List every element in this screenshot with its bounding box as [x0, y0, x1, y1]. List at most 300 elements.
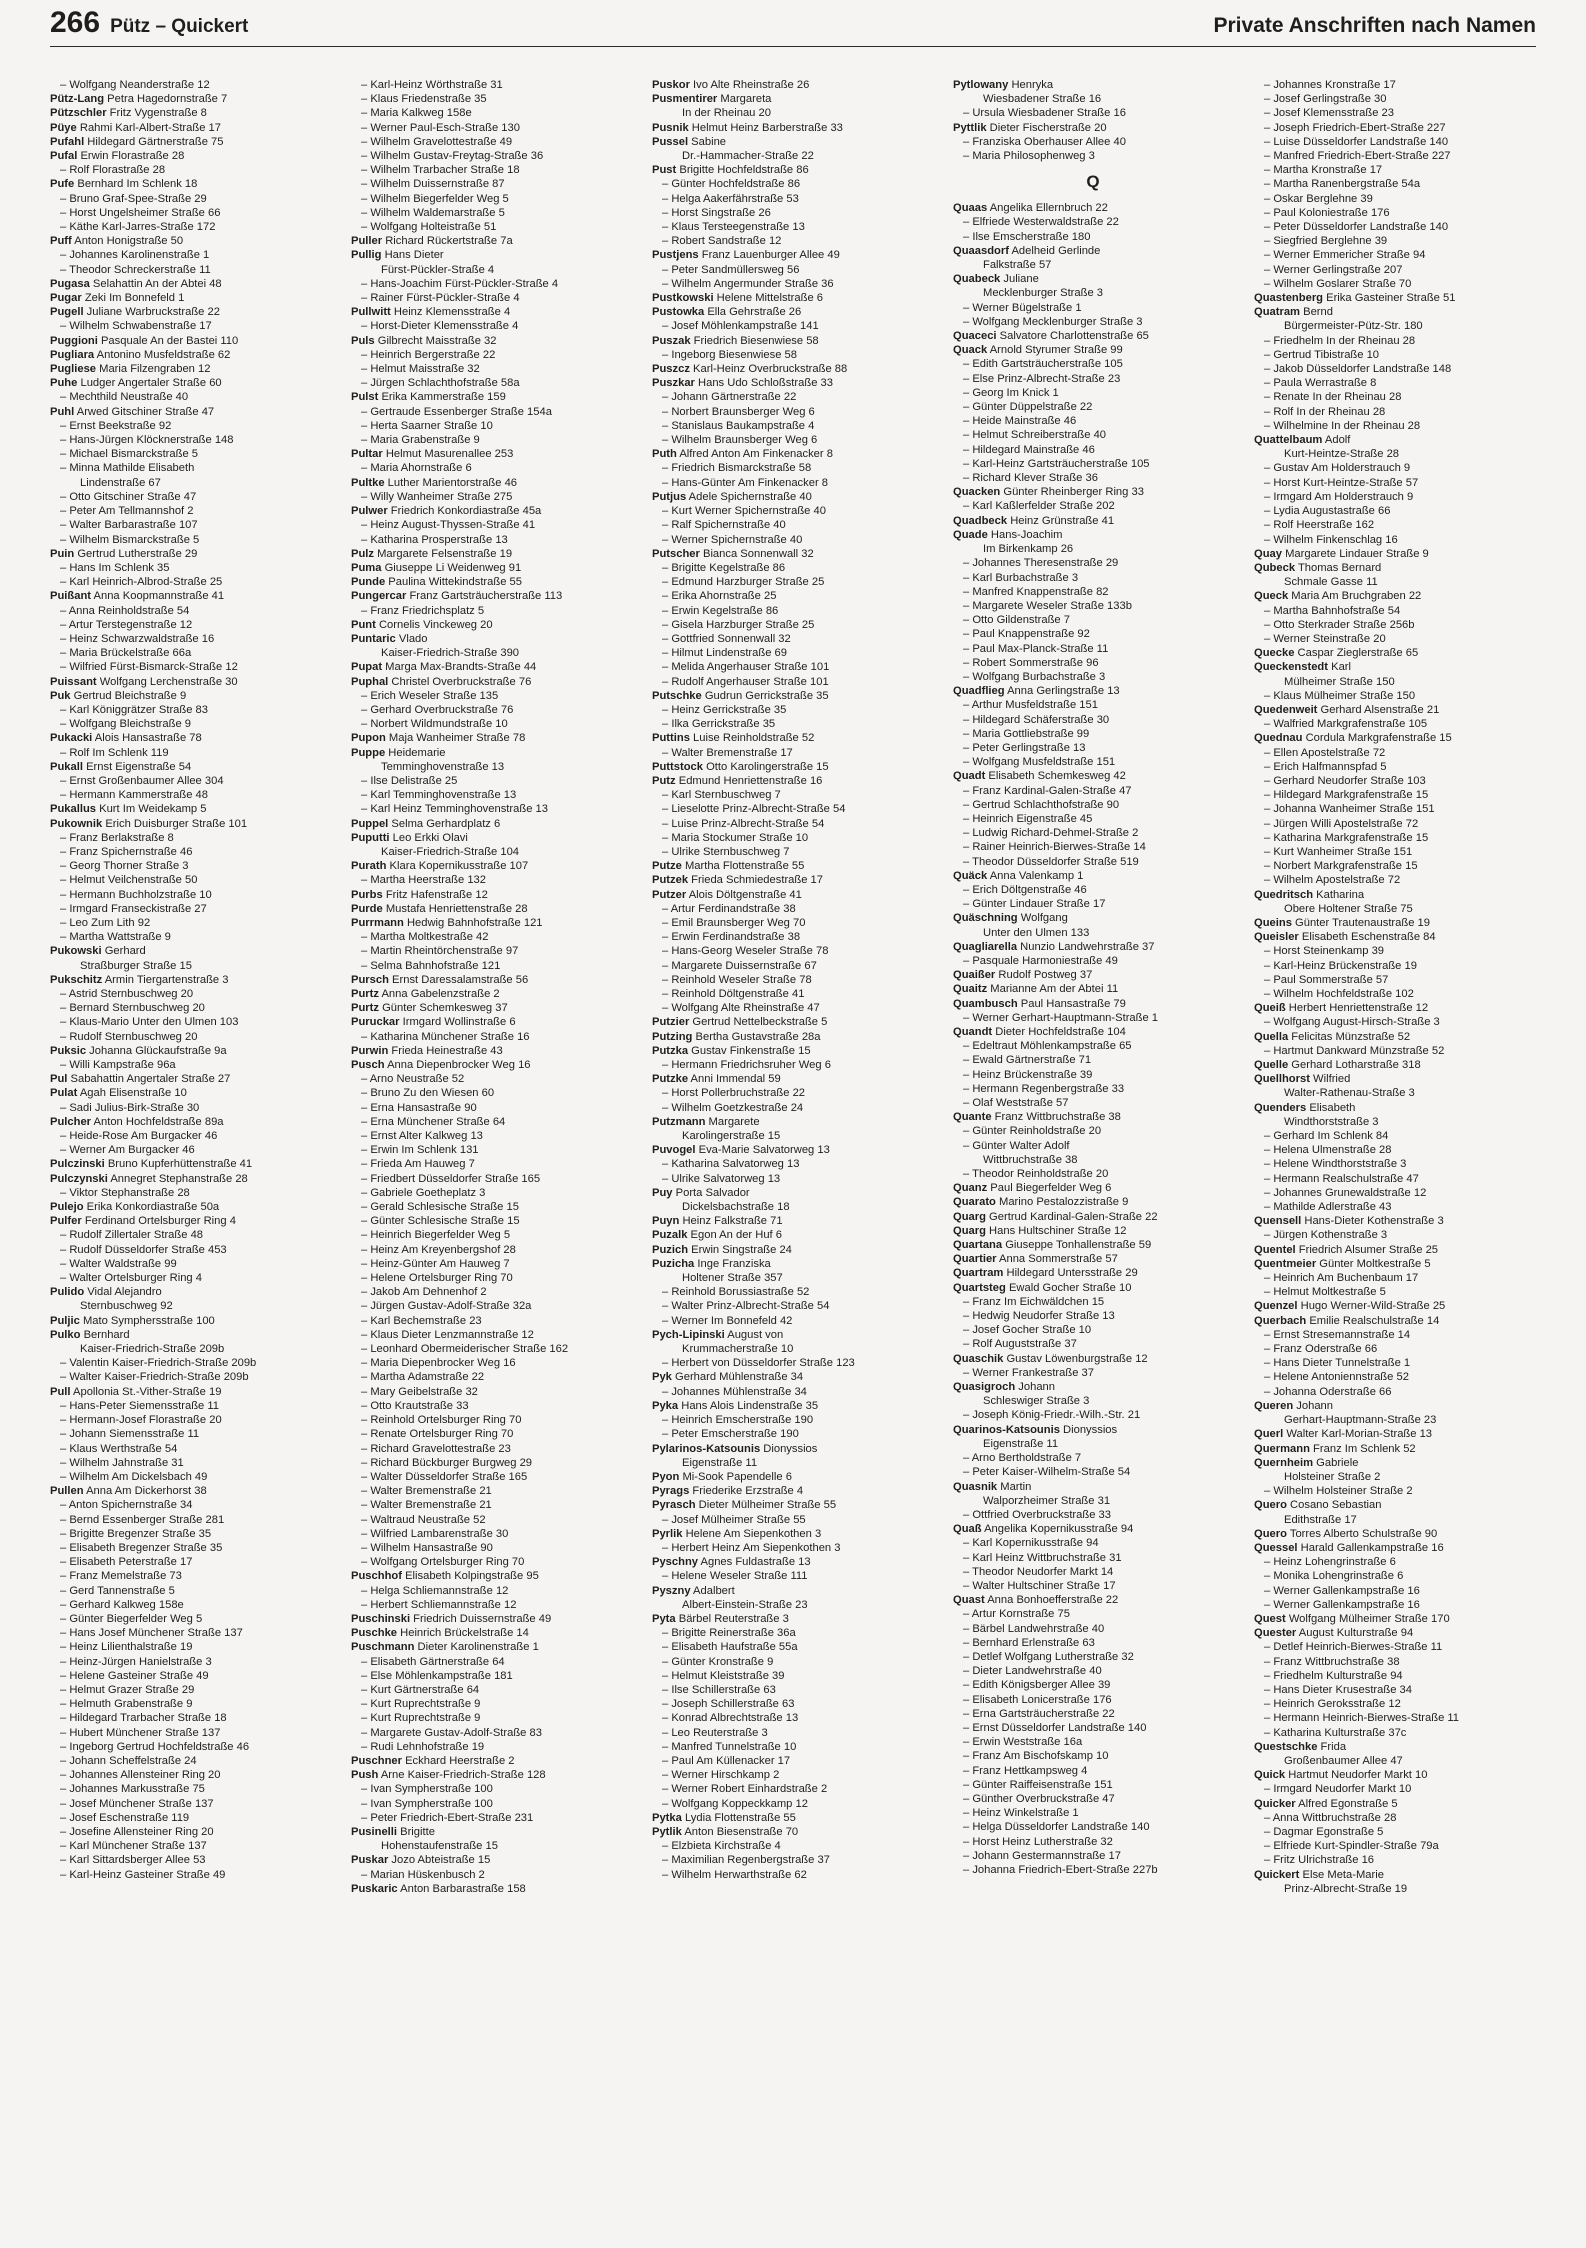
surname: Quacken [953, 486, 1001, 499]
entry-related: – Ewald Gärtnerstraße 71 [963, 1054, 1092, 1067]
entry: Pufahl Hildegard Gärtnerstraße 75 [50, 135, 224, 148]
entry: Pultar Helmut Masurenallee 253 [351, 448, 514, 461]
entry: Putjus Adele Spichernstraße 40 [652, 490, 812, 503]
entry-related: – Ulrike Sternbuschweg 7 [662, 845, 790, 858]
entry-related: – Hans Im Schlenk 35 [60, 561, 170, 574]
entry-related: – Bruno Zu den Wiesen 60 [361, 1087, 495, 1100]
surname: Pusinelli [351, 1825, 398, 1838]
entry: Questschke Frida [1254, 1740, 1347, 1753]
entry-related: – Heinz Winkelstraße 1 [963, 1807, 1079, 1820]
surname: Puth [652, 448, 677, 461]
entry: Puvogel Eva-Marie Salvatorweg 13 [652, 1144, 830, 1157]
surname: Puksic [50, 1044, 87, 1057]
surname: Quedritsch [1254, 888, 1314, 901]
surname: Pukallus [50, 803, 97, 816]
entry-related: – Rolf Heerstraße 162 [1264, 519, 1375, 532]
entry: Puljic Mato Symphersstraße 100 [50, 1314, 215, 1327]
entry: Pulcher Anton Hochfeldstraße 89a [50, 1115, 224, 1128]
entry-related: – Hildegard Mainstraße 46 [963, 443, 1095, 456]
entry-related: – Irmgard Am Holderstrauch 9 [1264, 490, 1414, 503]
surname: Pungercar [351, 590, 407, 603]
entry-related: – Joseph Schillerstraße 63 [662, 1698, 795, 1711]
entry: Punt Cornelis Vinckeweg 20 [351, 618, 493, 631]
entry: Quick Hartmut Neudorfer Markt 10 [1254, 1769, 1428, 1782]
entry-related: – Irmgard Franseckistraße 27 [60, 902, 207, 915]
entry-related: – Karl-Heinz Gartsträucherstraße 105 [963, 457, 1150, 470]
entry: Pulejo Erika Konkordiastraße 50a [50, 1201, 220, 1214]
entry: Puttins Luise Reinholdstraße 52 [652, 732, 815, 745]
entry: Quäck Anna Valenkamp 1 [953, 869, 1084, 882]
entry: Puißant Anna Koopmannstraße 41 [50, 590, 225, 603]
entry-related: – Johanna Friedrich-Ebert-Straße 227b [963, 1863, 1158, 1876]
entry: Pungercar Franz Gartsträucherstraße 113 [351, 590, 563, 603]
surname: Pugliese [50, 363, 97, 376]
entry-related: – Karl-Heinz Gasteiner Straße 49 [60, 1868, 226, 1881]
entry-related: – Karl Sternbuschweg 7 [662, 789, 781, 802]
entry-related: – Minna Mathilde Elisabeth [60, 462, 195, 475]
entry-related: – Peter Kaiser-Wilhelm-Straße 54 [963, 1466, 1131, 1479]
entry: Pulst Erika Kammerstraße 159 [351, 391, 506, 404]
entry-related: – Katharina Markgrafenstraße 15 [1264, 831, 1429, 844]
entry-related: – Heinz Am Kreyenbergshof 28 [361, 1243, 516, 1256]
entry-related: – Johanna Oderstraße 66 [1264, 1385, 1392, 1398]
entry-related: – Helmut Moltkestraße 5 [1264, 1286, 1386, 1299]
surname: Puin [50, 547, 75, 560]
entry-related: – Wilhelmine In der Rheinau 28 [1264, 419, 1421, 432]
entry-related: – Gabriele Goetheplatz 3 [361, 1186, 486, 1199]
surname: Pupon [351, 732, 386, 745]
entry-related: – Norbert Braunsberger Weg 6 [662, 405, 815, 418]
entry-related: – Reinhold Weseler Straße 78 [662, 973, 812, 986]
surname: Pusmentirer [652, 93, 718, 106]
entry: Putzka Gustav Finkenstraße 15 [652, 1044, 811, 1057]
surname: Quasnik [953, 1480, 998, 1493]
entry-related: – Hildegard Trarbacher Straße 18 [60, 1712, 227, 1725]
entry-related: – Jürgen Willi Apostelstraße 72 [1264, 817, 1419, 830]
entry: Puszkar Hans Udo Schloßstraße 33 [652, 377, 833, 390]
surname: Puttins [652, 732, 690, 745]
name-range: Pütz – Quickert [110, 16, 249, 37]
entry-related: – Werner Gerlingstraße 207 [1264, 263, 1403, 276]
entry-related: – Katharina Prosperstraße 13 [361, 533, 508, 546]
entry-related: – Edeltraut Möhlenkampstraße 65 [963, 1040, 1132, 1053]
entry-related: – Klaus Mülheimer Straße 150 [1264, 689, 1416, 702]
entry-related: – Edmund Harzburger Straße 25 [662, 576, 825, 589]
entry: Quermann Franz Im Schlenk 52 [1254, 1442, 1416, 1455]
surname: Putzek [652, 874, 689, 887]
entry-continuation: Falkstraße 57 [983, 259, 1052, 272]
entry: Quensell Hans-Dieter Kothenstraße 3 [1254, 1215, 1444, 1228]
entry-related: – Elfriede Kurt-Spindler-Straße 79a [1264, 1840, 1439, 1853]
entry-related: – Margarete Gustav-Adolf-Straße 83 [361, 1726, 542, 1739]
entry: Pyszny Adalbert [652, 1584, 735, 1597]
entry-related: – Friedhelm Kulturstraße 94 [1264, 1669, 1403, 1682]
entry: Quast Anna Bonhoefferstraße 22 [953, 1594, 1119, 1607]
entry-related: – Hubert Münchener Straße 137 [60, 1726, 221, 1739]
entry-related: – Jürgen Gustav-Adolf-Straße 32a [361, 1300, 532, 1313]
entry: Pukall Ernst Eigenstraße 54 [50, 760, 192, 773]
entry-related: – Herta Saarner Straße 10 [361, 419, 493, 432]
entry-related: – Oskar Berglehne 39 [1264, 192, 1373, 205]
entry-related: – Josef Gocher Straße 10 [963, 1324, 1092, 1337]
entry-related: – Wolfgang Mecklenburger Straße 3 [963, 315, 1143, 328]
entry-related: – Werner Robert Einhardstraße 2 [662, 1783, 828, 1796]
entry-related: – Peter Düsseldorfer Landstraße 140 [1264, 221, 1449, 234]
surname: Quero [1254, 1527, 1287, 1540]
surname: Pullig [351, 249, 382, 262]
entry-related: – Arno Neustraße 52 [361, 1073, 465, 1086]
surname: Quadbeck [953, 514, 1008, 527]
entry-related: – Manfred Tunnelstraße 10 [662, 1740, 797, 1753]
entry-related: – Helga Schliemannstraße 12 [361, 1584, 509, 1597]
entry-related: – Rudi Lehnhofstraße 19 [361, 1740, 485, 1753]
entry: Puschhof Elisabeth Kolpingstraße 95 [351, 1570, 539, 1583]
entry-related: – Käthe Karl-Jarres-Straße 172 [60, 221, 216, 234]
surname: Putjus [652, 490, 687, 503]
entry-continuation: Eigenstraße 11 [983, 1437, 1059, 1450]
entry-related: – Ralf Spichernstraße 40 [662, 519, 786, 532]
surname: Puhe [50, 377, 78, 390]
surname: Pufal [50, 150, 78, 163]
column-1 [50, 78, 330, 1882]
entry: Putze Martha Flottenstraße 55 [652, 860, 805, 873]
surname: Quarinos-Katsounis [953, 1423, 1060, 1436]
surname: Quest [1254, 1612, 1286, 1625]
surname: Puls [351, 334, 375, 347]
entry-related: – Werner Steinstraße 20 [1264, 632, 1386, 645]
entry-related: – Erna Münchener Straße 64 [361, 1115, 506, 1128]
entry-related: – Peter Gerlingstraße 13 [963, 741, 1086, 754]
surname: Quagliarella [953, 940, 1018, 953]
surname: Punt [351, 618, 376, 631]
entry: Pullwitt Heinz Klemensstraße 4 [351, 306, 511, 319]
entry-related: – Friedbert Düsseldorfer Straße 165 [361, 1172, 541, 1185]
header-left [50, 6, 248, 40]
entry: Puggioni Pasquale An der Bastei 110 [50, 334, 239, 347]
entry: Quarato Marino Pestalozzistraße 9 [953, 1196, 1129, 1209]
surname: Putzier [652, 1016, 690, 1029]
entry-related: – Else Möhlenkampstraße 181 [361, 1669, 513, 1682]
entry-related: – Konrad Albrechtstraße 13 [662, 1712, 799, 1725]
entry-related: – Hans-Georg Weseler Straße 78 [662, 945, 829, 958]
entry-related: – Karl Heinrich-Albrod-Straße 25 [60, 576, 223, 589]
entry: Punde Paulina Wittekindstraße 55 [351, 576, 522, 589]
entry-continuation: Großenbaumer Allee 47 [1284, 1754, 1403, 1767]
surname: Quentmeier [1254, 1257, 1317, 1270]
entry-related: – Günter Kronstraße 9 [662, 1655, 774, 1668]
surname: Quedenweit [1254, 703, 1318, 716]
entry-related: – Gerald Schlesische Straße 15 [361, 1201, 519, 1214]
entry-continuation: Kurt-Heintze-Straße 28 [1284, 448, 1400, 461]
entry-related: – Franziska Oberhauser Allee 40 [963, 135, 1126, 148]
entry-related: – Bernhard Erlenstraße 63 [963, 1636, 1095, 1649]
surname: Quaceci [953, 330, 997, 343]
surname: Quaas [953, 202, 988, 215]
surname: Pulz [351, 547, 374, 560]
entry-related: – Wilhelm Hochfeldstraße 102 [1264, 988, 1414, 1000]
entry-related: – Helene Gasteiner Straße 49 [60, 1669, 209, 1682]
entry-related: – Heinz Brückenstraße 39 [963, 1068, 1093, 1081]
entry: Queck Maria Am Bruchgraben 22 [1254, 590, 1422, 603]
entry-related: – Herbert von Düsseldorfer Straße 123 [662, 1357, 855, 1370]
surname: Pullen [50, 1485, 84, 1498]
column-4 [953, 78, 1233, 1877]
surname: Pupat [351, 661, 383, 674]
entry-related: – Heide Mainstraße 46 [963, 415, 1077, 428]
entry-related: – Wilhelm Biegerfelder Weg 5 [361, 192, 509, 205]
entry-related: – Friedhelm In der Rheinau 28 [1264, 334, 1416, 347]
surname: Quermann [1254, 1442, 1310, 1455]
entry: Pusch Anna Diepenbrocker Weg 16 [351, 1059, 531, 1072]
entry-related: – Wilhelm Bismarckstraße 5 [60, 533, 200, 546]
entry: Purde Mustafa Henriettenstraße 28 [351, 902, 528, 915]
entry-continuation: Windthorststraße 3 [1284, 1115, 1379, 1128]
entry: Pullen Anna Am Dickerhorst 38 [50, 1485, 207, 1498]
entry: Pugar Zeki Im Bonnefeld 1 [50, 292, 185, 305]
entry-related: – Hermann Friedrichsruher Weg 6 [662, 1059, 831, 1072]
entry-related: – Wilhelm Herwarthstraße 62 [662, 1868, 807, 1881]
entry-continuation: Prinz-Albrecht-Straße 19 [1284, 1882, 1408, 1895]
entry: Quelle Gerhard Lotharstraße 318 [1254, 1059, 1421, 1072]
entry-related: – Theodor Reinholdstraße 20 [963, 1168, 1109, 1181]
entry-related: – Werner Hirschkamp 2 [662, 1769, 780, 1782]
entry: Quante Franz Wittbruchstraße 38 [953, 1111, 1121, 1124]
entry-related: – Rainer Heinrich-Bierwes-Straße 14 [963, 841, 1146, 854]
surname: Pytlowany [953, 79, 1009, 91]
entry: Quedenweit Gerhard Alsenstraße 21 [1254, 703, 1440, 716]
entry-related: – Stanislaus Baukampstraße 4 [662, 419, 815, 432]
entry-related: – Heinz-Günter Am Hauweg 7 [361, 1257, 510, 1270]
entry-related: – Fritz Ulrichstraße 16 [1264, 1854, 1375, 1867]
entry: Pulido Vidal Alejandro [50, 1286, 162, 1299]
entry: Puller Richard Rückertstraße 7a [351, 235, 513, 248]
entry: Pukschitz Armin Tiergartenstraße 3 [50, 973, 229, 986]
entry-related: – Hilmut Lindenstraße 69 [662, 647, 787, 660]
surname: Puzich [652, 1243, 689, 1256]
entry-related: – Bernd Essenberger Straße 281 [60, 1513, 225, 1526]
entry: Quarg Gertrud Kardinal-Galen-Straße 22 [953, 1210, 1158, 1223]
surname: Pukschitz [50, 973, 103, 986]
entry-related: – Johann Siemensstraße 11 [60, 1428, 200, 1441]
entry-related: – Johann Scheffelstraße 24 [60, 1754, 197, 1767]
entry: Quaasdorf Adelheid Gerlinde [953, 244, 1101, 257]
entry-related: – Josef Möhlenkampstraße 141 [662, 320, 819, 333]
entry-related: – Kurt Ruprechtstraße 9 [361, 1712, 481, 1725]
entry-related: – Georg Im Knick 1 [963, 386, 1059, 399]
entry-related: – Günter Reinholdstraße 20 [963, 1125, 1102, 1138]
entry-continuation: Mecklenburger Straße 3 [983, 287, 1104, 300]
entry-related: – Günter Raiffeisenstraße 151 [963, 1778, 1113, 1791]
surname: Querl [1254, 1428, 1284, 1441]
surname: Quanz [953, 1182, 988, 1195]
entry-related: – Johannes Mühlenstraße 34 [662, 1385, 807, 1398]
entry-related: – Werner Gallenkampstraße 16 [1264, 1584, 1420, 1597]
entry-related: – Reinhold Döltgenstraße 41 [662, 988, 805, 1000]
entry-related: – Martha Bahnhofstraße 54 [1264, 604, 1401, 617]
entry-related: – Paul Max-Planck-Straße 11 [963, 642, 1109, 655]
entry-related: – Gerhard Overbruckstraße 76 [361, 703, 514, 716]
entry-related: – Sadi Julius-Birk-Straße 30 [60, 1101, 200, 1114]
entry-related: – Walter Bremenstraße 21 [361, 1499, 492, 1512]
entry-related: – Heinz Lilienthalstraße 19 [60, 1641, 193, 1654]
entry-related: – Werner Spichernstraße 40 [662, 533, 803, 546]
entry-related: – Maria Grabenstraße 9 [361, 434, 480, 447]
surname: Pyrlik [652, 1527, 683, 1540]
entry: Quessel Harald Gallenkampstraße 16 [1254, 1541, 1444, 1554]
entry: Pugasa Selahattin An der Abtei 48 [50, 277, 222, 290]
entry-related: – Heinz Lohengrinstraße 6 [1264, 1556, 1396, 1569]
surname: Pulejo [50, 1201, 84, 1214]
entry-related: – Hans-Günter Am Finkenacker 8 [662, 476, 829, 489]
entry: Quäschning Wolfgang [953, 912, 1068, 925]
entry-related: – Mary Geibelstraße 32 [361, 1385, 478, 1398]
entry-related: – Willy Wanheimer Straße 275 [361, 490, 513, 503]
entry: Putschke Gudrun Gerrickstraße 35 [652, 689, 829, 702]
entry-related: – Theodor Schreckerstraße 11 [60, 263, 211, 276]
entry: Pyrags Friederike Erzstraße 4 [652, 1485, 804, 1498]
entry-related: – Hildegard Schäferstraße 30 [963, 713, 1110, 726]
surname: Puma [351, 561, 382, 574]
entry-related: – Leonhard Obermeiderischer Straße 162 [361, 1343, 569, 1356]
entry: Pustjens Franz Lauenburger Allee 49 [652, 249, 840, 262]
surname: Pukownik [50, 817, 103, 830]
entry: Pustowka Ella Gehrstraße 26 [652, 306, 802, 319]
entry: Pyon Mi-Sook Papendelle 6 [652, 1470, 792, 1483]
surname: Pusch [351, 1059, 385, 1072]
entry: Puschner Eckhard Heerstraße 2 [351, 1754, 515, 1767]
entry: Puzalk Egon An der Huf 6 [652, 1229, 782, 1242]
entry-related: – Erich Halfmannspfad 5 [1264, 760, 1387, 773]
entry: Pullig Hans Dieter [351, 249, 444, 262]
entry-related: – Johann Gestermannstraße 17 [963, 1849, 1121, 1862]
surname: Puppe [351, 746, 386, 759]
surname: Pulido [50, 1286, 85, 1299]
entry: Pusmentirer Margareta [652, 93, 772, 106]
surname: Pultar [351, 448, 383, 461]
surname: Puggioni [50, 334, 98, 347]
entry-related: – Walfried Markgrafenstraße 105 [1264, 718, 1428, 731]
entry: Quasnik Martin [953, 1480, 1032, 1493]
surname: Pulczynski [50, 1172, 108, 1185]
entry-related: – Heinz-Jürgen Hanielstraße 3 [60, 1655, 212, 1668]
entry-continuation: Schmale Gasse 11 [1284, 576, 1378, 589]
surname: Puschhof [351, 1570, 402, 1583]
surname: Purath [351, 860, 387, 873]
surname: Pul [50, 1073, 68, 1086]
entry-related: – Artur Ferdinandstraße 38 [662, 902, 796, 915]
entry-related: – Richard Gravelottestraße 23 [361, 1442, 511, 1455]
entry-related: – Franz Hettkampsweg 4 [963, 1764, 1088, 1777]
entry-related: – Maria Ahornstraße 6 [361, 462, 472, 475]
entry: Quaas Angelika Ellernbruch 22 [953, 202, 1108, 215]
entry: Quaschik Gustav Löwenburgstraße 12 [953, 1352, 1148, 1365]
surname: Puff [50, 235, 72, 248]
entry-related: – Georg Thorner Straße 3 [60, 860, 189, 873]
entry: Quartier Anna Sommerstraße 57 [953, 1253, 1118, 1266]
entry-related: – Anton Spichernstraße 34 [60, 1499, 193, 1512]
entry-related: – Kurt Werner Spichernstraße 40 [662, 505, 826, 518]
entry-related: – Helga Düsseldorfer Landstraße 140 [963, 1821, 1150, 1834]
surname: Puschner [351, 1754, 402, 1767]
entry: Pyschny Agnes Fuldastraße 13 [652, 1556, 811, 1569]
surname: Pulko [50, 1328, 81, 1341]
entry-related: – Franz Kardinal-Galen-Straße 47 [963, 784, 1132, 797]
entry: Puissant Wolfgang Lerchenstraße 30 [50, 675, 238, 688]
entry-related: – Pasquale Harmoniestraße 49 [963, 954, 1118, 967]
entry-related: – Kurt Gärtnerstraße 64 [361, 1683, 480, 1696]
entry-continuation: Fürst-Pückler-Straße 4 [381, 263, 495, 276]
entry-related: – Wilhelm Gustav-Freytag-Straße 36 [361, 150, 544, 163]
entry-related: – Karl Münchener Straße 137 [60, 1840, 207, 1853]
entry: Puskar Jozo Abteistraße 15 [351, 1854, 491, 1867]
surname: Puruckar [351, 1016, 400, 1029]
surname: Pulst [351, 391, 379, 404]
entry-related: – Heinrich Biegerfelder Weg 5 [361, 1229, 511, 1242]
entry-continuation: Walter-Rathenau-Straße 3 [1284, 1087, 1415, 1100]
entry: Pufal Erwin Florastraße 28 [50, 150, 185, 163]
entry-related: – Johannes Karolinenstraße 1 [60, 249, 210, 262]
entry-related: – Otto Gitschiner Straße 47 [60, 490, 197, 503]
entry-related: – Theodor Neudorfer Markt 14 [963, 1565, 1114, 1578]
entry: Quatram Bernd [1254, 306, 1333, 319]
entry: Pursch Ernst Daressalamstraße 56 [351, 973, 529, 986]
entry-related: – Walter Bremenstraße 21 [361, 1485, 492, 1498]
surname: Qubeck [1254, 561, 1296, 574]
entry: Puhl Arwed Gitschiner Straße 47 [50, 405, 215, 418]
entry-related: – Wolfgang Koppeckkamp 12 [662, 1797, 808, 1810]
surname: Pych-Lipinski [652, 1328, 725, 1341]
section-title: Private Anschriften nach Namen [1213, 14, 1536, 37]
entry-continuation: Lindenstraße 67 [80, 476, 161, 489]
entry-related: – Brigitte Reinerstraße 36a [662, 1627, 796, 1640]
entry-related: – Erna Gartsträucherstraße 22 [963, 1707, 1115, 1720]
surname: Quartsteg [953, 1281, 1006, 1294]
entry-related: – Walter Hultschiner Straße 17 [963, 1579, 1116, 1592]
entry: Quarinos-Katsounis Dionyssios [953, 1423, 1118, 1436]
entry-continuation: Straßburger Straße 15 [80, 959, 192, 972]
entry-related: – Joseph Friedrich-Ebert-Straße 227 [1264, 121, 1446, 134]
entry-related: – Franz Berlakstraße 8 [60, 831, 174, 844]
surname: Pyta [652, 1612, 676, 1625]
entry-related: – Günter Lindauer Straße 17 [963, 898, 1106, 911]
surname: Püye [50, 121, 77, 134]
entry-related: – Heide-Rose Am Burgacker 46 [60, 1130, 218, 1143]
surname: Putzing [652, 1030, 693, 1043]
entry-related: – Josef Gerlingstraße 30 [1264, 93, 1387, 106]
entry-related: – Günter Biegerfelder Weg 5 [60, 1612, 203, 1625]
entry: Pyka Hans Alois Lindenstraße 35 [652, 1399, 819, 1412]
surname: Pulczinski [50, 1158, 105, 1171]
surname: Pulat [50, 1087, 78, 1100]
surname: Quensell [1254, 1215, 1302, 1228]
surname: Quäschning [953, 912, 1018, 925]
entry-related: – Elisabeth Peterstraße 17 [60, 1556, 193, 1569]
entry-related: – Jakob Düsseldorfer Landstraße 148 [1264, 363, 1452, 376]
entry-related: – Wolfgang August-Hirsch-Straße 3 [1264, 1016, 1440, 1029]
surname: Puller [351, 235, 383, 248]
surname: Queckenstedt [1254, 661, 1328, 674]
entry-related: – Wolfgang Musfeldstraße 151 [963, 756, 1116, 769]
surname: Purde [351, 902, 383, 915]
entry-related: – Wolfgang Neanderstraße 12 [60, 79, 210, 91]
entry-related: – Horst Singstraße 26 [662, 206, 771, 219]
surname: Purwin [351, 1044, 389, 1057]
surname: Putzer [652, 888, 687, 901]
entry-related: – Selma Bahnhofstraße 121 [361, 959, 501, 972]
entry: Quack Arnold Styrumer Straße 99 [953, 344, 1123, 357]
surname: Puljic [50, 1314, 80, 1327]
entry-continuation: Walporzheimer Straße 31 [983, 1494, 1111, 1507]
